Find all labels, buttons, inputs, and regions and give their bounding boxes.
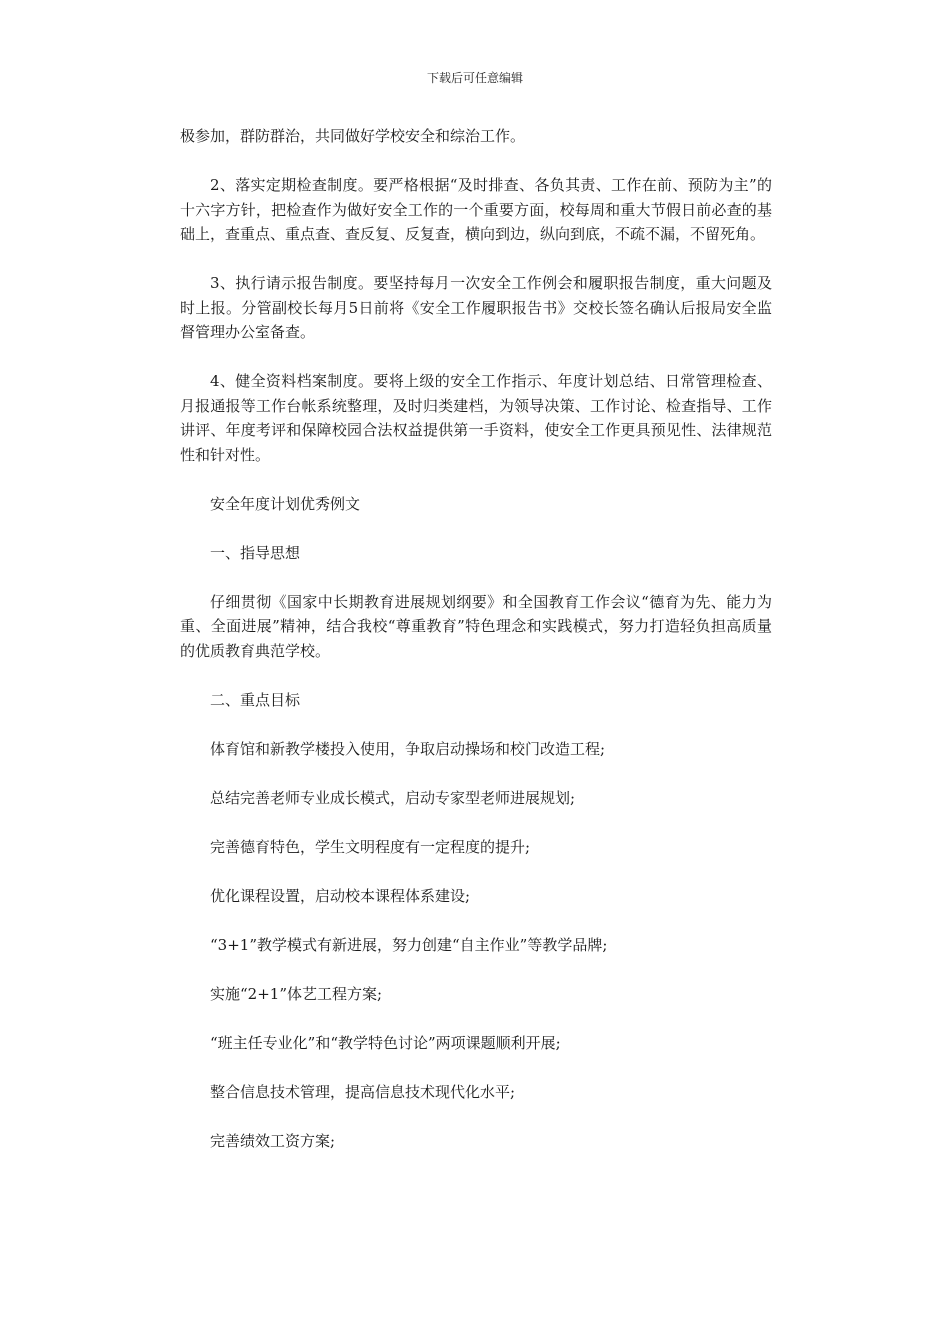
- goal-item: “3+1”教学模式有新进展，努力创建“自主作业”等教学品牌;: [210, 935, 608, 954]
- goal-item: 体育馆和新教学楼投入使用，争取启动操场和校门改造工程;: [210, 739, 606, 758]
- goal-item: “班主任专业化”和“教学特色讨论”两项课题顺利开展;: [210, 1033, 561, 1052]
- document-body: [180, 124, 772, 1153]
- goal-item: 完善绩效工资方案;: [210, 1131, 336, 1150]
- paragraph-continuation: 极参加，群防群治，共同做好学校安全和综治工作。: [180, 127, 526, 145]
- page-header: 下载后可任意编辑: [426, 71, 523, 85]
- goal-item: 总结完善老师专业成长模式，启动专家型老师进展规划;: [210, 788, 576, 807]
- heading-key-goals: 二、重点目标: [210, 690, 301, 709]
- paragraph-item-4: 4、健全资料档案制度。要将上级的安全工作指示、年度计划总结、日常管理检查、月报通报等工作台帐系统整理，及时归类建档，为领导决策、工作讨论、检查指导、工作讲评、年度考评和保障校园合法权益提供第一手资料，使安全工作更具预见性、法律规范性和针对性。: [180, 372, 772, 464]
- goal-item: 整合信息技术管理，提高信息技术现代化水平;: [210, 1082, 516, 1101]
- heading-guiding-ideology: 一、指导思想: [210, 543, 301, 562]
- section-title: 安全年度计划优秀例文: [210, 494, 361, 513]
- goal-item: 实施“2+1”体艺工程方案;: [210, 984, 383, 1003]
- paragraph-guiding-ideology: 仔细贯彻《国家中长期教育进展规划纲要》和全国教育工作会议“德育为先、能力为重、全面进展”精神，结合我校“尊重教育”特色理念和实践模式，努力打造轻负担高质量的优质教育典范学校。: [180, 592, 772, 660]
- paragraph-item-2: 2、落实定期检查制度。要严格根据“及时排查、各负其责、工作在前、预防为主”的十六字方针，把检查作为做好安全工作的一个重要方面，校每周和重大节假日前必查的基础上，查重点、重点查、查反复、反复查，横向到边，纵向到底，不疏不漏，不留死角。: [180, 176, 772, 243]
- goal-item: 优化课程设置，启动校本课程体系建设;: [210, 886, 471, 905]
- goal-item: 完善德育特色，学生文明程度有一定程度的提升;: [210, 837, 531, 856]
- paragraph-item-3: 3、执行请示报告制度。要坚持每月一次安全工作例会和履职报告制度，重大问题及时上报。分管副校长每月5日前将《安全工作履职报告书》交校长签名确认后报局安全监督管理办公室备查。: [180, 274, 772, 341]
